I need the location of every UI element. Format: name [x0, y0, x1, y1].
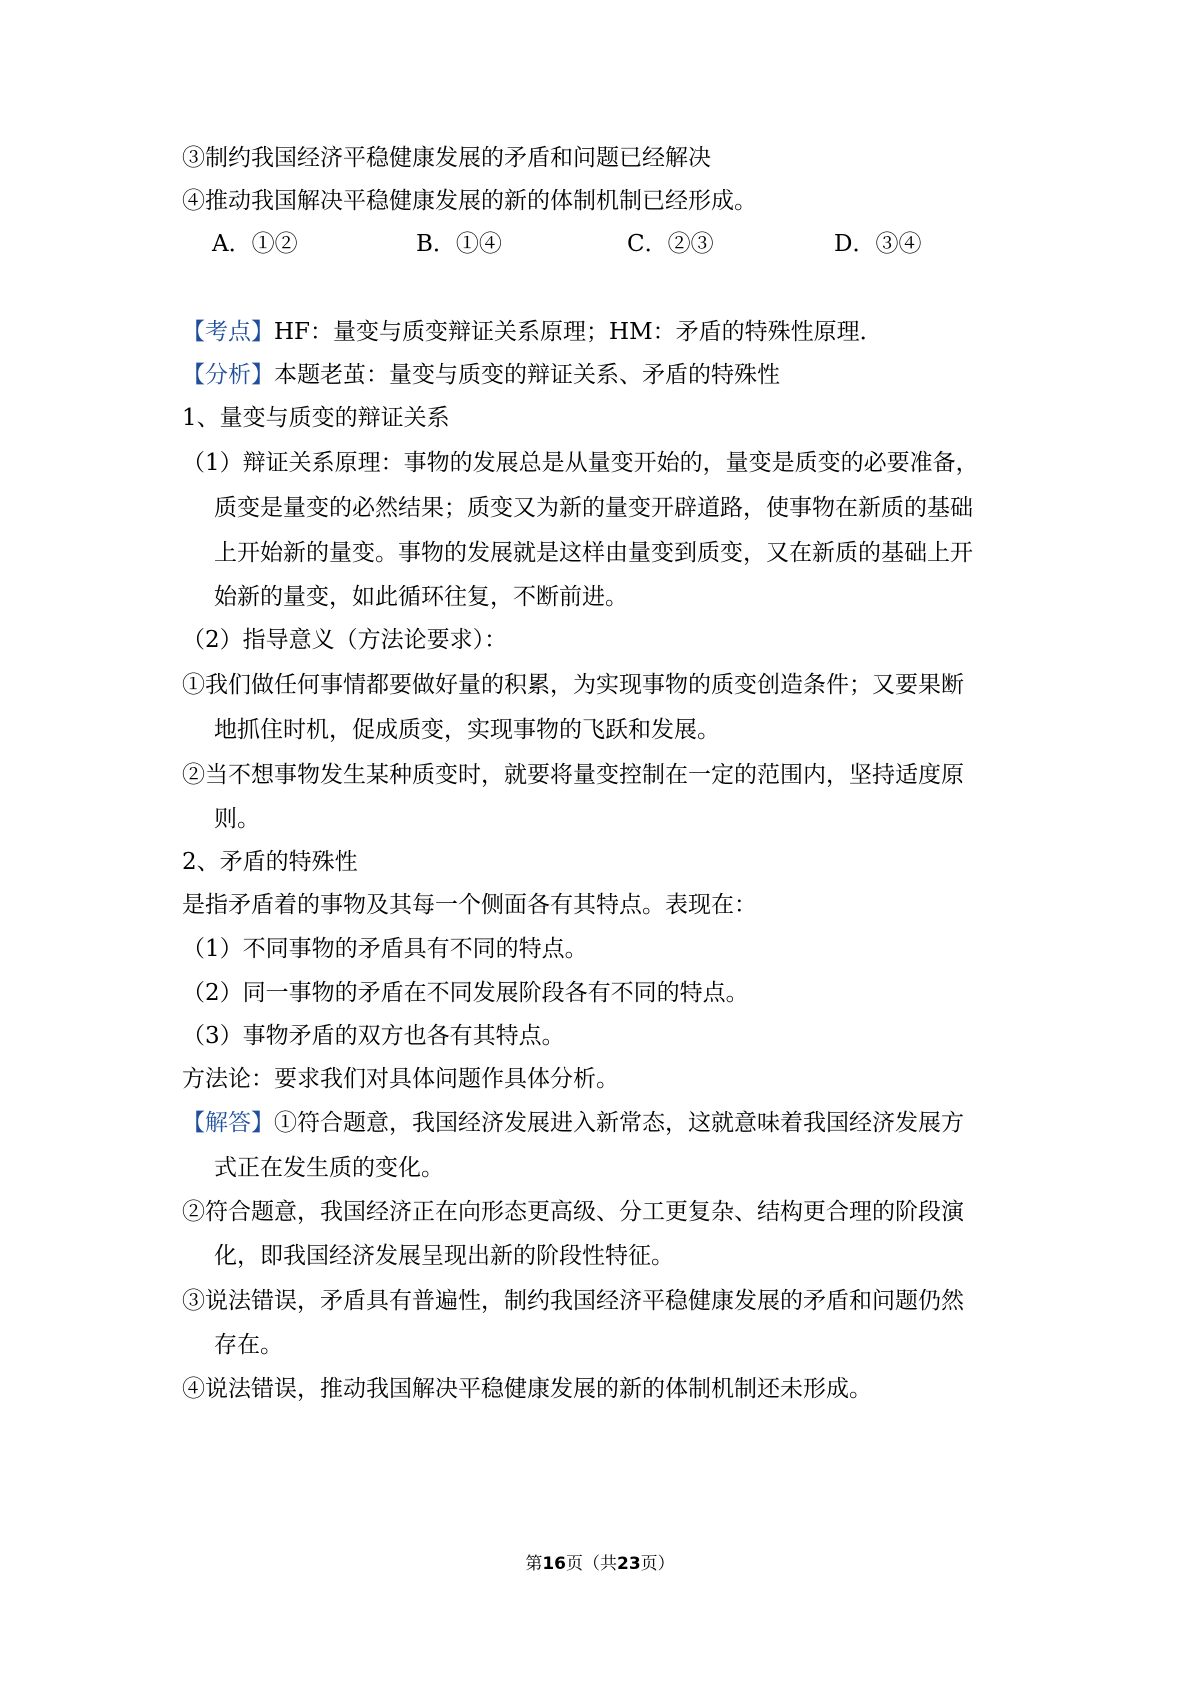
- fenxi-line: [182, 360, 780, 390]
- fenxi-method: 方法论：要求我们对具体问题作具体分析。: [182, 1066, 619, 1092]
- question-item-3: ③制约我国经济平稳健康发展的矛盾和问题已经解决: [182, 145, 711, 171]
- question-item-4: ④推动我国解决平稳健康发展的新的体制机制已经形成。: [182, 188, 757, 214]
- fenxi-heading-1: 1、量变与质变的辩证关系: [182, 405, 450, 431]
- fenxi-paragraph-line: 是指矛盾着的事物及其每一个侧面各有其特点。表现在：: [182, 892, 757, 918]
- fenxi-heading-2: 2、矛盾的特殊性: [182, 849, 358, 875]
- footer-page-number: 16: [542, 1554, 566, 1574]
- jieda-paragraph-line: 式正在发生质的变化。: [214, 1155, 444, 1181]
- fenxi-text: 本题老茧：量变与质变的辩证关系、矛盾的特殊性: [274, 362, 780, 388]
- fenxi-subheading: （2）指导意义（方法论要求）：: [182, 627, 508, 653]
- fenxi-paragraph-line: 则。: [214, 806, 260, 832]
- jieda-line: [182, 1108, 964, 1138]
- fenxi-list-item: （1）不同事物的矛盾具有不同的特点。: [182, 936, 588, 962]
- fenxi-paragraph-line: 上开始新的量变。事物的发展就是这样由量变到质变，又在新质的基础上开: [214, 540, 973, 566]
- option-c: C．②③: [627, 231, 714, 257]
- kaodian-text: HF：量变与质变辩证关系原理；HM：矛盾的特殊性原理．: [274, 319, 883, 345]
- kaodian-line: [182, 317, 883, 347]
- fenxi-paragraph-line: 始新的量变，如此循环往复，不断前进。: [214, 584, 628, 610]
- jieda-paragraph-line: ②符合题意，我国经济正在向形态更高级、分工更复杂、结构更合理的阶段演: [182, 1199, 964, 1225]
- footer-prefix: 第: [525, 1554, 543, 1574]
- jieda-text: ①符合题意，我国经济发展进入新常态，这就意味着我国经济发展方: [274, 1110, 964, 1136]
- fenxi-paragraph-line: 地抓住时机，促成质变，实现事物的飞跃和发展。: [214, 717, 720, 743]
- option-a: A．①②: [212, 231, 298, 257]
- jieda-paragraph-line: ③说法错误，矛盾具有普遍性，制约我国经济平稳健康发展的矛盾和问题仍然: [182, 1288, 964, 1314]
- fenxi-list-item: （3）事物矛盾的双方也各有其特点。: [182, 1023, 565, 1049]
- footer-suffix: 页）: [640, 1554, 675, 1574]
- page-footer: [0, 1552, 1200, 1576]
- footer-middle: 页（共: [566, 1554, 617, 1574]
- jieda-paragraph-line: 存在。: [214, 1332, 283, 1358]
- fenxi-paragraph-line: ①我们做任何事情都要做好量的积累，为实现事物的质变创造条件；又要果断: [182, 672, 964, 698]
- jieda-tag: 【解答】: [182, 1110, 274, 1136]
- option-d: D．③④: [834, 231, 922, 257]
- jieda-paragraph-line: 化，即我国经济发展呈现出新的阶段性特征。: [214, 1243, 674, 1269]
- jieda-paragraph-line: ④说法错误，推动我国解决平稳健康发展的新的体制机制还未形成。: [182, 1376, 872, 1402]
- footer-total-pages: 23: [617, 1554, 641, 1574]
- fenxi-tag: 【分析】: [182, 362, 274, 388]
- fenxi-paragraph-line: 质变是量变的必然结果；质变又为新的量变开辟道路，使事物在新质的基础: [214, 495, 973, 521]
- fenxi-paragraph-line: ②当不想事物发生某种质变时，就要将量变控制在一定的范围内，坚持适度原: [182, 762, 964, 788]
- fenxi-list-item: （2）同一事物的矛盾在不同发展阶段各有不同的特点。: [182, 980, 749, 1006]
- kaodian-tag: 【考点】: [182, 319, 274, 345]
- option-b: B．①④: [416, 231, 502, 257]
- fenxi-paragraph-line: （1）辩证关系原理：事物的发展总是从量变开始的，量变是质变的必要准备，: [182, 450, 979, 476]
